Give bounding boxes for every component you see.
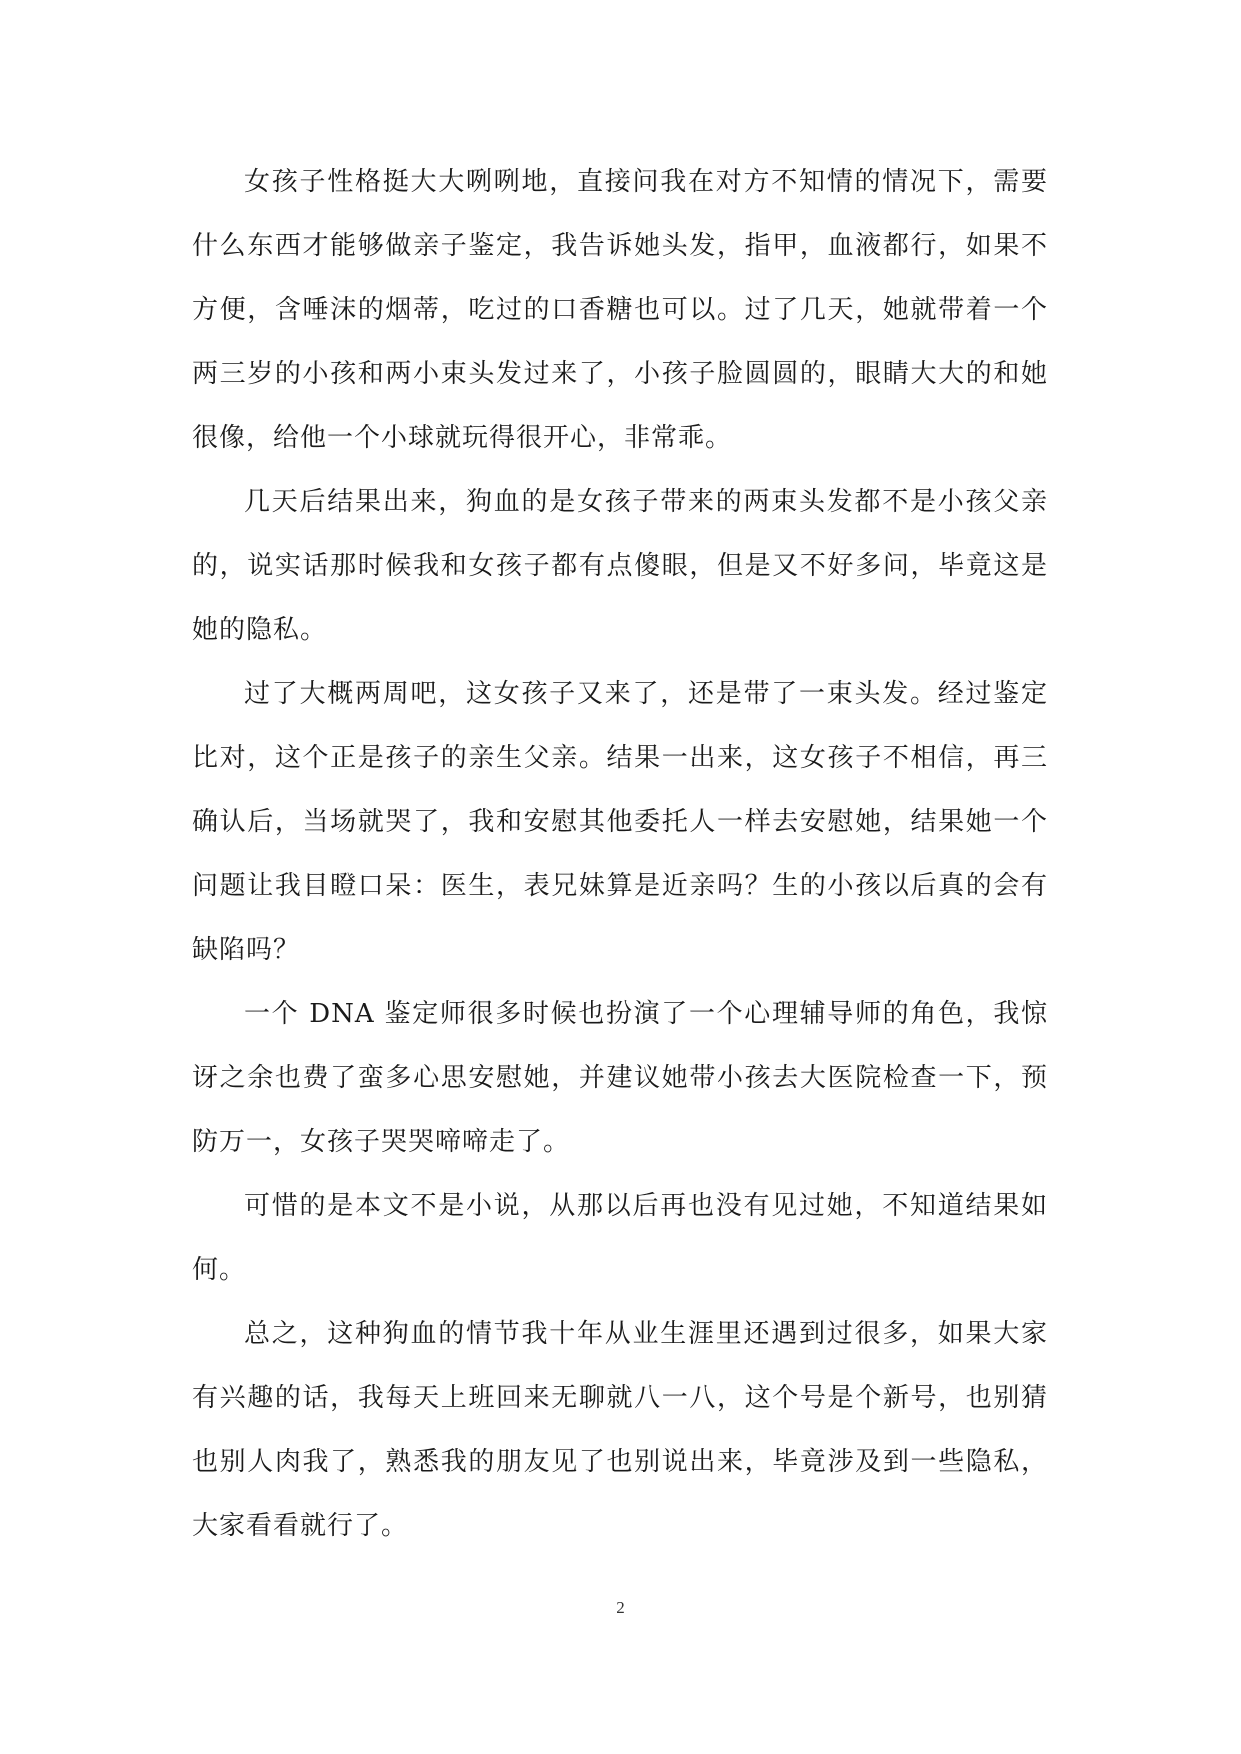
- document-body: [192, 150, 1048, 1558]
- paragraph: 女孩子性格挺大大咧咧地，直接问我在对方不知情的情况下，需要什么东西才能够做亲子鉴定，我告诉她头发，指甲，血液都行，如果不方便，含唾沫的烟蒂，吃过的口香糖也可以。过了几天，她就带着一个两三岁的小孩和两小束头发过来了，小孩子脸圆圆的，眼睛大大的和她很像，给他一个小球就玩得很开心，非常乖。: [192, 167, 1048, 453]
- paragraph: 一个 DNA 鉴定师很多时候也扮演了一个心理辅导师的角色，我惊讶之余也费了蛮多心思安慰她，并建议她带小孩去大医院检查一下，预防万一，女孩子哭哭啼啼走了。: [192, 999, 1048, 1157]
- paragraph: 几天后结果出来，狗血的是女孩子带来的两束头发都不是小孩父亲的，说实话那时候我和女孩子都有点傻眼，但是又不好多问，毕竟这是她的隐私。: [192, 487, 1048, 645]
- paragraph: 总之，这种狗血的情节我十年从业生涯里还遇到过很多，如果大家有兴趣的话，我每天上班回来无聊就八一八，这个号是个新号，也别猜也别人肉我了，熟悉我的朋友见了也别说出来，毕竟涉及到一些隐私，大家看看就行了。: [192, 1319, 1048, 1541]
- paragraph: 过了大概两周吧，这女孩子又来了，还是带了一束头发。经过鉴定比对，这个正是孩子的亲生父亲。结果一出来，这女孩子不相信，再三确认后，当场就哭了，我和安慰其他委托人一样去安慰她，结果她一个问题让我目瞪口呆：医生，表兄妹算是近亲吗？生的小孩以后真的会有缺陷吗？: [192, 679, 1048, 965]
- page-number: 2: [616, 1598, 625, 1617]
- paragraph: 可惜的是本文不是小说，从那以后再也没有见过她，不知道结果如何。: [192, 1191, 1048, 1285]
